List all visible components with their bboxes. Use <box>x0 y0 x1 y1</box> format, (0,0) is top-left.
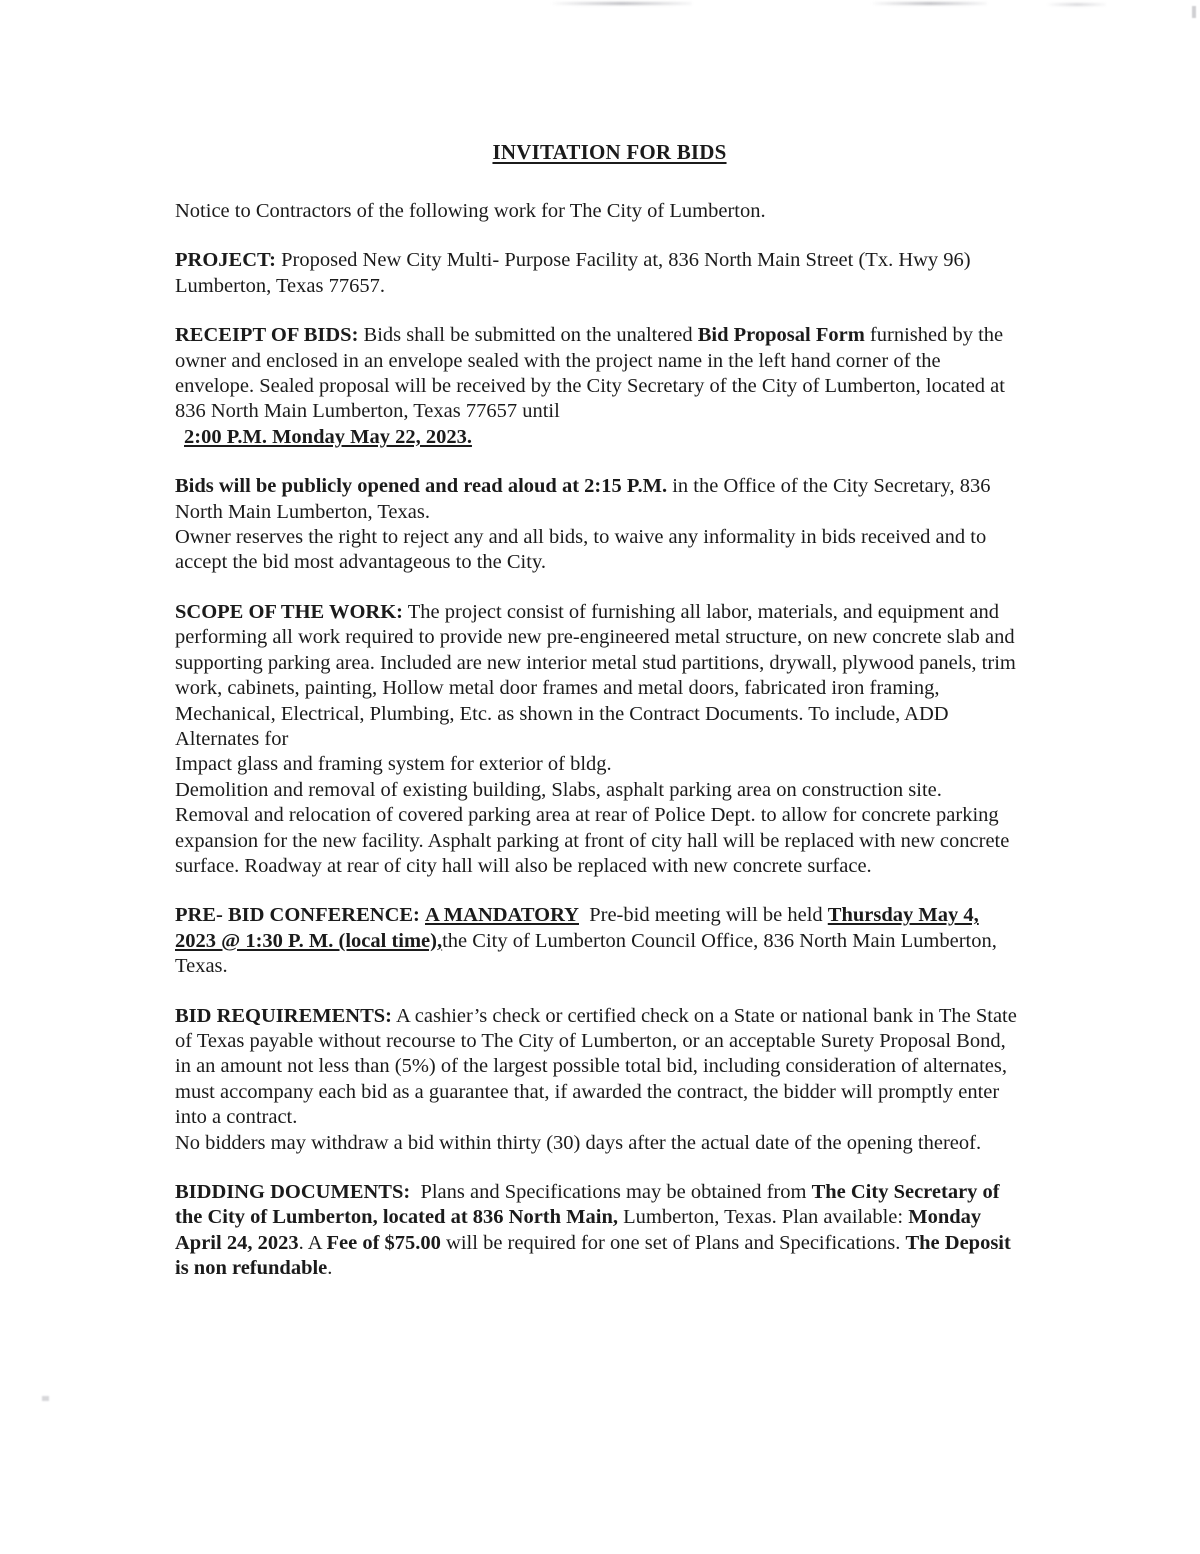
bid-requirements-paragraph <box>175 1004 1020 1156</box>
intro-text: Notice to Contractors of the following work for The City of Lumberton. <box>175 200 766 222</box>
bidding-body-1: Plans and Specifications may be obtained from <box>420 1181 807 1203</box>
project-paragraph <box>175 248 1020 299</box>
scope-body-2: Impact glass and framing system for exterior of bldg. <box>175 753 612 776</box>
bid-requirements-body-2: No bidders may withdraw a bid within thirty (30) days after the actual date of the opening thereof. <box>175 1131 982 1154</box>
page-title <box>175 140 1020 165</box>
bidding-body-4: will be required for one set of Plans and Specifications. <box>446 1231 901 1254</box>
bidding-documents-paragraph <box>175 1180 1020 1282</box>
bid-requirements-body-1: A cashier’s check or certified check on a State or national bank in The State of Texas payable without recourse to The City of Lumberton, or an acceptable Surety Proposal Bond, in an amount not less than (5%) of the largest possible total bid, including consideration of alternates, must accompany each bid as a guarantee that, if awarded the contract, the bidder will promptly enter into a contract. <box>175 1004 1017 1129</box>
bidding-body-2: Lumberton, Texas. Plan available: <box>623 1206 904 1229</box>
pre-bid-heading: PRE- BID CONFERENCE: <box>175 904 420 927</box>
city-secretary-emphasis: The City Secretary of the City of Lumberton, located at 836 North Main, <box>175 1181 1000 1229</box>
bidding-body-3: . A <box>298 1231 322 1254</box>
deposit-emphasis: The Deposit is non refundable <box>175 1231 1011 1280</box>
scan-artifact <box>1048 3 1106 6</box>
plan-available-date: Monday April 24, 2023 <box>175 1206 982 1254</box>
receipt-of-bids-heading: RECEIPT OF BIDS: <box>175 324 359 347</box>
intro-paragraph <box>175 199 1020 224</box>
scope-body-1: The project consist of furnishing all labor, materials, and equipment and performing all work required to provide new pre-engineered metal structure, on new concrete slab and supporting parking area. Included are new interior metal stud partitions, drywall, plywood panels, trim work, cabinets, painting, Hollow metal door frames and metal doors, fabricated iron framing, Mechanical, Electrical, Plumbing, Etc. as shown in the Contract Documents. To include, ADD Alternates for <box>175 600 1016 750</box>
scope-of-work-heading: SCOPE OF THE WORK: <box>175 600 404 623</box>
scan-artifact <box>1192 6 1196 18</box>
bidding-documents-heading: BIDDING DOCUMENTS: <box>175 1181 411 1203</box>
receipt-of-bids-paragraph <box>175 323 1020 450</box>
document-body <box>175 140 1020 1306</box>
pre-bid-body-1: Pre-bid meeting will be held <box>589 904 823 927</box>
receipt-body-2: furnished by the owner and enclosed in an envelope sealed with the project name in the left hand corner of the envelope. Sealed proposal will be received by the City Secretary of the City of Lumberton, located at 836 North Main Lumberton, Texas 77657 until <box>175 324 1005 423</box>
bid-requirements-heading: BID REQUIREMENTS: <box>175 1004 392 1027</box>
bid-proposal-form-emphasis: Bid Proposal Form <box>697 324 865 347</box>
scan-artifact <box>552 2 692 5</box>
pre-bid-date-time: Thursday May 4, 2023 @ 1:30 P. M. (local time), <box>175 904 979 952</box>
project-body: Proposed New City Multi- Purpose Facility at, 836 North Main Street (Tx. Hwy 96) Lumberton, Texas 77657. <box>175 249 971 297</box>
pre-bid-conference-paragraph <box>175 903 1020 979</box>
pre-bid-body-2: the City of Lumberton Council Office, 836 North Main Lumberton, Texas. <box>175 929 997 978</box>
bid-deadline-text: 2:00 P.M. Monday May 22, 2023. <box>184 425 472 448</box>
receipt-body-1: Bids shall be submitted on the unaltered <box>363 324 693 347</box>
fee-emphasis: Fee of $75.00 <box>326 1231 441 1254</box>
scan-speck <box>42 1396 49 1401</box>
public-opening-paragraph <box>175 474 1020 576</box>
public-opening-body-1: in the Office of the City Secretary, 836 North Main Lumberton, Texas. <box>175 475 991 523</box>
public-opening-emphasis: Bids will be publicly opened and read aloud at 2:15 P.M. <box>175 475 668 498</box>
page-title-text: INVITATION FOR BIDS <box>492 140 727 164</box>
scope-of-work-paragraph <box>175 600 1020 879</box>
bid-deadline-line <box>175 425 1020 450</box>
project-heading: PROJECT: <box>175 249 276 272</box>
public-opening-body-2: Owner reserves the right to reject any and all bids, to waive any informality in bids received and to accept the bid most advantageous to the City. <box>175 526 987 574</box>
scan-artifact <box>872 2 987 5</box>
scope-body-3: Demolition and removal of existing building, Slabs, asphalt parking area on construction site. Removal and relocation of covered parking area at rear of Police Dept. to allow for concrete parking expansion for the new facility. Asphalt parking at front of city hall will be replaced with new concrete surface. Roadway at rear of city hall will also be replaced with new concrete surface. <box>175 778 1010 877</box>
bidding-body-5: . <box>327 1257 333 1280</box>
mandatory-emphasis: A MANDATORY <box>425 904 579 927</box>
